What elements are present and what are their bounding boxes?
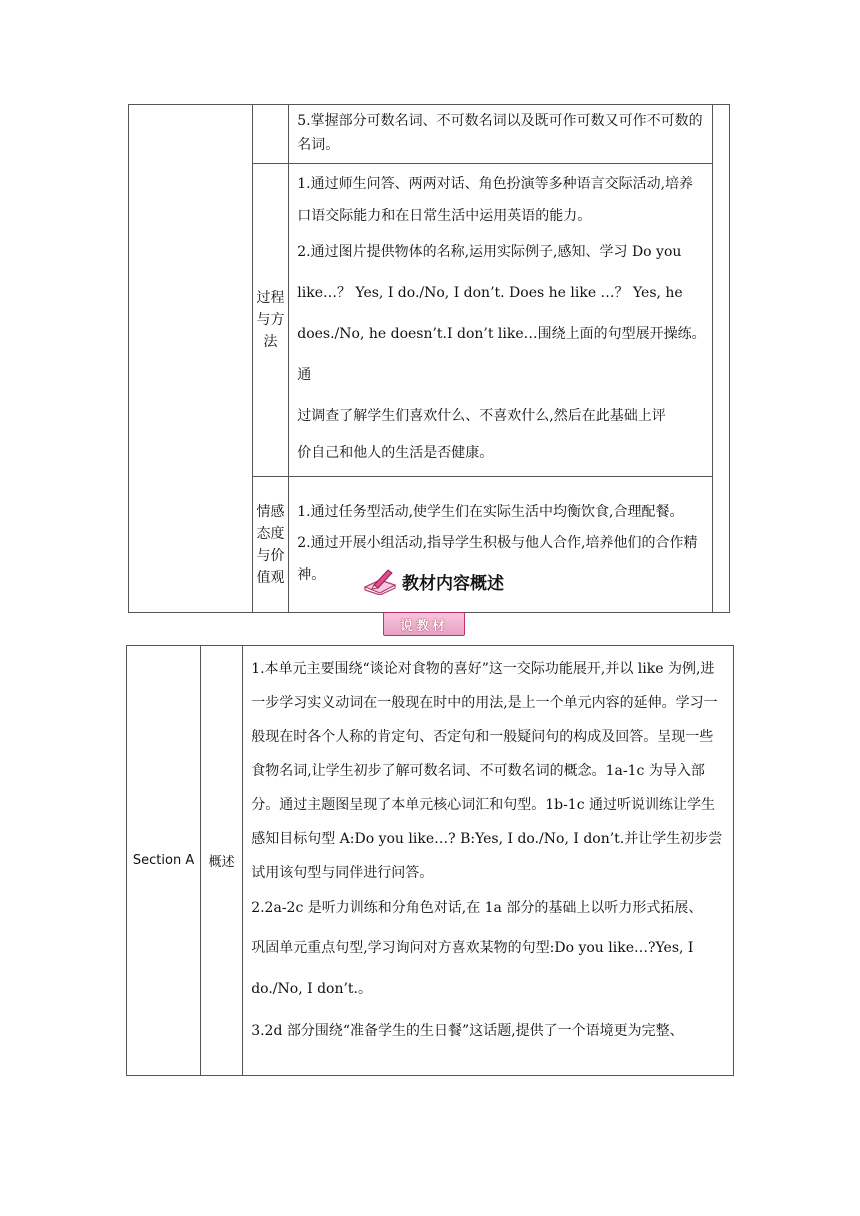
emotion-para1: 1.通过任务型活动,使学生们在实际生活中均衡饮食,合理配餐。 [297,503,684,520]
overview-para1: 1.本单元主要围绕“谈论对食物的喜好”这一交际功能展开,并以 like 为例,进一步学习实义动词在一般现在时中的用法,是上一个单元内容的延伸。学习一般现在时各个人称的肯定句、否定句和一般疑问句的构成及回答。呈现一些食物名词,让学生初步了解可数名词、不可数名词的概念。1a-1c 为导入部分。通过主题图呈现了本单元核心词汇和句型。1b-1c 通过听说训练让学生感知目标句型 A:Do you like…? B:Yes, I do./No, I don’t.并让学生初步尝试用该句型与同伴进行问答。 [251,661,723,881]
process-para2a: 2.通过图片提供物体的名称,运用实际例子,感知、学习 Do you like…？ Yes, I do./No, I don’t. Does he like …？ Yes, he does./No, he doesn’t.I don’t like…围绕上面的句型展开操练。通 [297,244,706,383]
emotion-para2: 2.通过开展小组活动,指导学生积极与他人合作,培养他们的合作精神。 [297,534,698,583]
objectives-left-cell [129,105,253,613]
process-method-label: 过程与方法 [252,164,288,477]
process-method-content [289,164,713,477]
overview-para2c: do./No, I don’t.。 [251,981,373,997]
section-heading-text: 教材内容概述 [402,573,504,594]
content-table [126,645,734,1076]
overview-content [243,646,734,1076]
row1-label-cell [252,105,288,164]
textbook-badge-text: 说教材 [399,618,448,634]
emotion-label: 情感态度与价值观 [252,477,288,613]
row1-content-cell [289,105,713,164]
section-a-cell: Section A [127,646,201,1076]
objectives-right-cell [713,105,730,613]
process-para1: 1.通过师生问答、两两对话、角色扮演等多种语言交际活动,培养口语交际能力和在日常生活中运用英语的能力。 [297,176,694,224]
section-heading [362,566,522,596]
row1-text: 5.掌握部分可数名词、不可数名词以及既可作可数又可作不可数的名词。 [297,113,703,153]
overview-para2a: 2.2a-2c 是听力训练和分角色对话,在 1a 部分的基础上以听力形式拓展、 [251,900,703,916]
objectives-table [128,104,730,613]
overview-cell: 概述 [201,646,243,1076]
overview-para3: 3.2d 部分围绕“准备学生的生日餐”这话题,提供了一个语境更为完整、 [251,1023,684,1039]
process-para2b: 过调查了解学生们喜欢什么、不喜欢什么,然后在此基础上评 [297,408,666,424]
textbook-badge [383,612,465,636]
pencil-book-icon [362,567,398,595]
process-para2c: 价自己和他人的生活是否健康。 [297,445,494,461]
overview-para2b: 巩固单元重点句型,学习询问对方喜欢某物的句型:Do you like…?Yes, I [251,940,694,956]
